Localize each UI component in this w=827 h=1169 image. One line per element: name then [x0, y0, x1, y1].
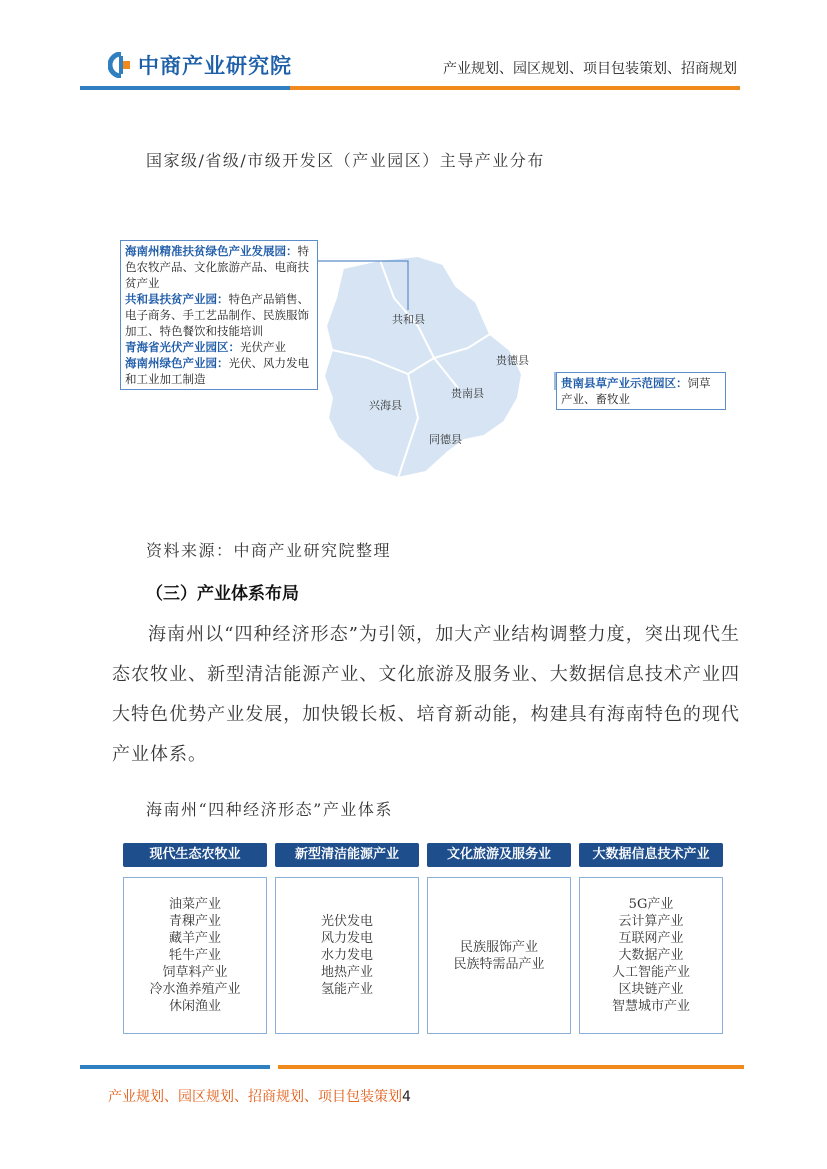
industry-header: 文化旅游及服务业 [427, 843, 571, 867]
industry-column [427, 843, 571, 1034]
figure1-title: 国家级/省级/市级开发区（产业园区）主导产业分布 [146, 151, 545, 170]
page-number: 4 [402, 1089, 411, 1105]
industry-items [275, 877, 419, 1034]
park-title: 青海省光伏产业园区： [125, 340, 240, 354]
industry-items [123, 877, 267, 1034]
county-label-gonghe: 共和县 [392, 313, 425, 326]
industry-item: 牦牛产业 [168, 948, 221, 963]
industry-item: 冷水渔养殖产业 [149, 982, 241, 997]
header-divider-blue [80, 86, 290, 90]
company-logo [108, 50, 292, 80]
footer-divider-blue [80, 1065, 270, 1069]
county-label-guinan: 贵南县 [451, 387, 484, 400]
industry-item: 民族服饰产业 [459, 939, 538, 955]
figure1-source: 资料来源：中商产业研究院整理 [146, 541, 392, 560]
industry-item: 藏羊产业 [168, 931, 221, 946]
industry-item: 光伏发电 [320, 914, 373, 929]
footer-text: 产业规划、园区规划、招商规划、项目包装策划 [108, 1089, 402, 1105]
industry-item: 风力发电 [320, 931, 373, 946]
industry-item: 5G产业 [628, 897, 674, 912]
park-industries: 光伏产业 [240, 340, 286, 354]
industry-item: 区块链产业 [618, 982, 684, 997]
industry-item: 云计算产业 [618, 914, 684, 929]
industry-header: 大数据信息技术产业 [579, 843, 723, 867]
figure2-title: 海南州“四种经济形态”产业体系 [146, 800, 393, 819]
county-label-tongde: 同德县 [429, 433, 462, 446]
county-label-xinghai: 兴海县 [369, 399, 402, 412]
park-industries: 特色产品销售、电子商务、手工艺品制作、民族服饰加工、特色餐饮和技能培训 [125, 292, 309, 338]
park-industries: 光伏、风力发电和工业加工制造 [125, 356, 309, 386]
industry-item: 大数据产业 [618, 948, 684, 963]
park-industries: 特色农牧产品、文化旅游产品、电商扶贫产业 [125, 244, 309, 290]
logo-text: 中商产业研究院 [138, 54, 292, 78]
industry-item: 青稞产业 [168, 914, 221, 929]
callout-right-park [556, 372, 726, 410]
industry-column [123, 843, 267, 1034]
industry-column [275, 843, 419, 1034]
park-title: 海南州精准扶贫绿色产业发展园： [125, 244, 298, 258]
industry-item: 休闲渔业 [168, 999, 221, 1014]
header-divider-orange [290, 86, 740, 90]
section-heading: （三）产业体系布局 [146, 584, 299, 604]
map-region-shape [324, 256, 522, 478]
industry-item: 民族特需品产业 [453, 956, 545, 972]
paragraph-text: 海南州以“四种经济形态”为引领，加大产业结构调整力度，突出现代生态农牧业、新型清洁能源产业、文化旅游及服务业、大数据信息技术产业四大特色优势产业发展，加快锻长板、培育新动能，构建具有海南特色的现代产业体系。 [112, 624, 740, 765]
industry-items [427, 877, 571, 1034]
industry-header: 新型清洁能源产业 [275, 843, 419, 867]
industry-item: 人工智能产业 [611, 965, 690, 980]
industry-item: 油菜产业 [168, 897, 221, 912]
county-label-guide: 贵德县 [496, 354, 529, 367]
industry-item: 水力发电 [320, 948, 373, 963]
industry-column [579, 843, 723, 1034]
industry-items [579, 877, 723, 1034]
park-industries: 饲草产业、畜牧业 [561, 376, 711, 406]
industry-item: 智慧城市产业 [611, 999, 690, 1014]
footer-divider-orange [278, 1065, 744, 1069]
industry-item: 互联网产业 [618, 931, 684, 946]
industry-item: 地热产业 [320, 965, 373, 980]
callout-left-parks [120, 240, 318, 390]
park-title: 贵南县草产业示范园区： [561, 376, 688, 390]
header-tagline: 产业规划、园区规划、项目包装策划、招商规划 [443, 61, 737, 77]
park-title: 共和县扶贫产业园： [125, 292, 229, 306]
park-title: 海南州绿色产业园： [125, 356, 229, 370]
industry-header: 现代生态农牧业 [123, 843, 267, 867]
industry-item: 氢能产业 [320, 982, 373, 997]
industry-item: 饲草料产业 [162, 965, 228, 980]
logo-icon [108, 52, 134, 78]
footer [108, 1086, 411, 1106]
section-paragraph [112, 615, 740, 775]
